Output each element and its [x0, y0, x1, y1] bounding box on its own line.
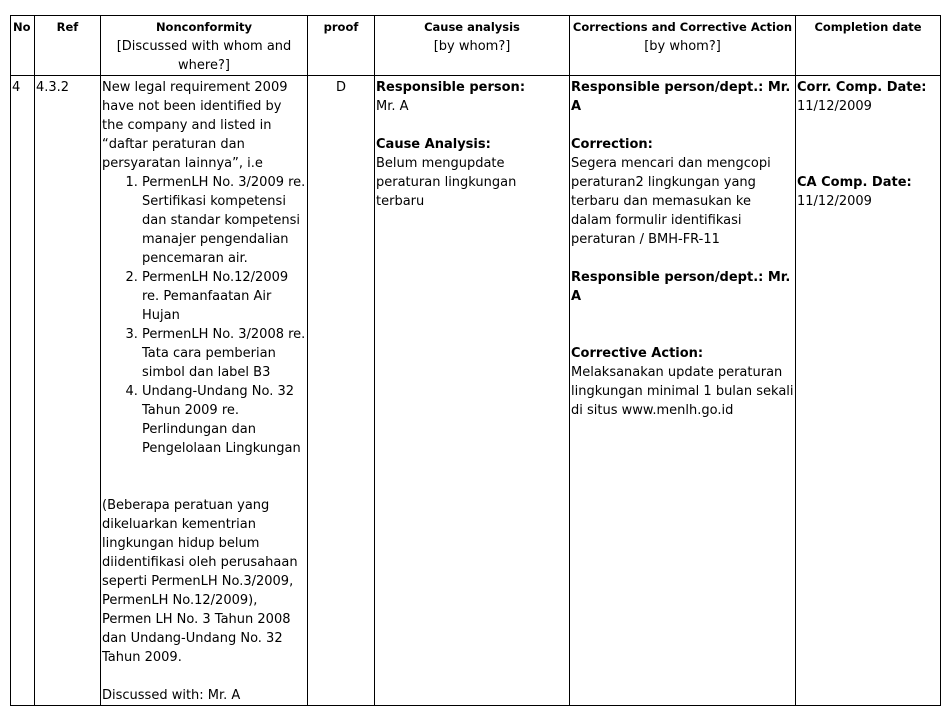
cell-proof: D	[308, 76, 375, 706]
cell-ref: 4.3.2	[35, 76, 101, 706]
header-completion-date: Completion date	[796, 16, 941, 76]
header-no: No	[11, 16, 35, 76]
list-item: 3. PermenLH No. 3/2008 re. Tata cara pemberian simbol dan label B3	[142, 325, 306, 382]
ca-comp-label: CA Comp. Date:	[797, 175, 912, 190]
corr-responsible-label-2: Responsible person/dept.: Mr. A	[571, 270, 791, 304]
corrective-action-label: Corrective Action:	[571, 346, 704, 361]
header-corrections: Corrections and Corrective Action [by whom?]	[570, 16, 796, 76]
cell-completion-date	[796, 76, 941, 706]
header-row	[11, 16, 941, 76]
cause-responsible-value: Mr. A	[376, 99, 409, 114]
header-nonconformity: Nonconformity [Discussed with whom and where?]	[101, 16, 308, 76]
header-proof: proof	[308, 16, 375, 76]
corr-responsible-label: Responsible person/dept.: Mr. A	[571, 80, 791, 114]
cell-no: 4	[11, 76, 35, 706]
cell-corrections	[570, 76, 796, 706]
nonconformity-list	[102, 173, 306, 458]
correction-label: Correction:	[571, 137, 653, 152]
nonconformity-intro: New legal requirement 2009 have not been identified by the company and listed in “daftar peraturan dan persyaratan lainnya”, i.e	[102, 80, 288, 171]
header-cause-sub: [by whom?]	[433, 39, 511, 54]
cause-analysis-label: Cause Analysis:	[376, 137, 491, 152]
header-corrections-sub: [by whom?]	[644, 39, 721, 54]
list-item: 1. PermenLH No. 3/2009 re. Sertifikasi kompetensi dan standar kompetensi manajer pengendalian pencemaran air.	[142, 173, 306, 268]
list-item: 4. Undang-Undang No. 32 Tahun 2009 re. Perlindungan dan Pengelolaan Lingkungan	[142, 382, 306, 458]
discussed-with: Discussed with: Mr. A	[102, 688, 241, 703]
nonconformity-note: (Beberapa peratuan yang dikeluarkan kementrian lingkungan hidup belum diidentifikasi oleh perusahaan seperti PermenLH No.3/2009, PermenLH No.12/2009), Permen LH No. 3 Tahun 2008 dan Undang-Undang No. 32 Tahun 2009.	[102, 498, 298, 665]
ca-comp-value: 11/12/2009	[797, 194, 872, 209]
nonconformity-table	[10, 15, 941, 706]
correction-text: Segera mencari dan mengcopi peraturan2 lingkungan yang terbaru dan memasukan ke dalam formulir identifikasi peraturan / BMH-FR-11	[571, 156, 771, 247]
header-cause-analysis: Cause analysis [by whom?]	[375, 16, 570, 76]
cell-cause-analysis	[375, 76, 570, 706]
cause-responsible-label: Responsible person:	[376, 80, 526, 95]
header-nonconformity-sub: [Discussed with whom and where?]	[116, 39, 292, 73]
cell-nonconformity	[101, 76, 308, 706]
corrective-action-text: Melaksanakan update peraturan lingkungan minimal 1 bulan sekali di situs www.menlh.go.id	[571, 365, 794, 418]
header-ref: Ref	[35, 16, 101, 76]
table-row	[11, 76, 941, 706]
list-item: 2. PermenLH No.12/2009 re. Pemanfaatan Air Hujan	[142, 268, 306, 325]
cause-analysis-text: Belum mengupdate peraturan lingkungan terbaru	[376, 156, 517, 209]
corr-comp-value: 11/12/2009	[797, 99, 872, 114]
corr-comp-label: Corr. Comp. Date:	[797, 80, 927, 95]
